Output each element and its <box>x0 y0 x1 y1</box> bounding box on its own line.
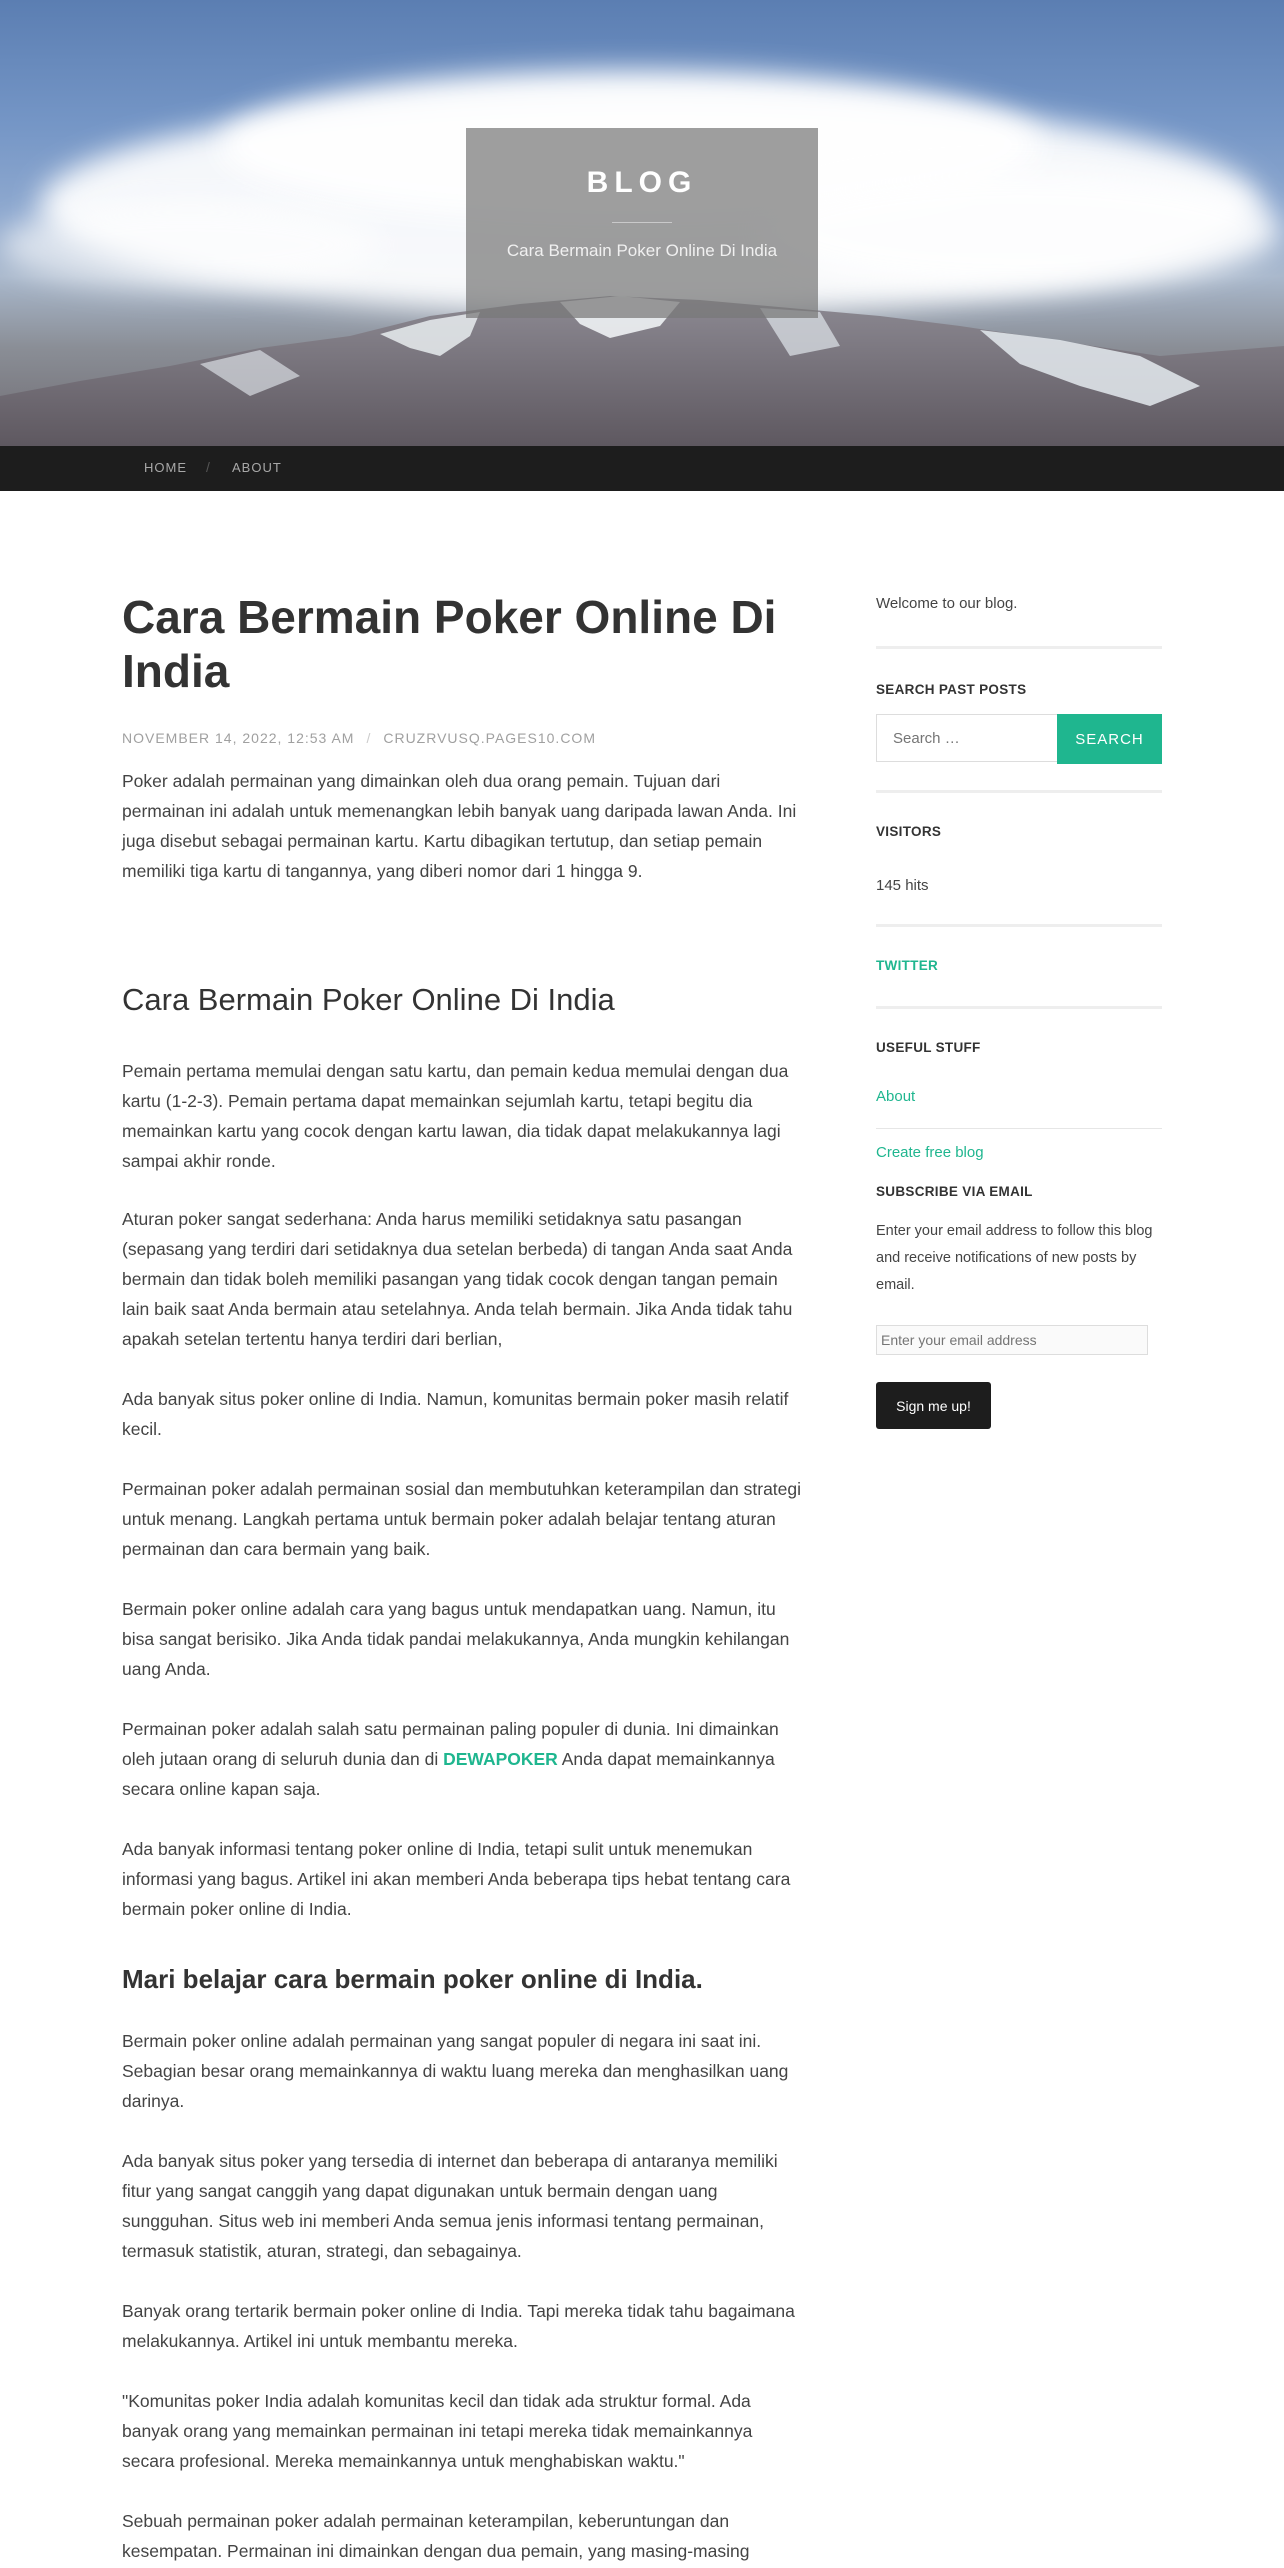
email-input[interactable] <box>876 1325 1148 1355</box>
title-divider <box>612 222 672 223</box>
nav-item-home[interactable]: HOME <box>144 460 187 475</box>
useful-link-create-blog[interactable]: Create free blog <box>876 1144 984 1161</box>
widget-divider <box>876 1006 1162 1009</box>
post-paragraph: Aturan poker sangat sederhana: Anda harus memiliki setidaknya satu pasangan (sepasang yang terdiri dari setidaknya dua setelan berbeda) di tangan Anda saat Anda bermain dan tidak boleh memiliki pasangan yang tidak cocok dengan tangan pemain lain baik saat Anda bermain atau setelahnya. Anda telah bermain. Jika Anda tidak tahu apakah setelan tertentu hanya terdiri dari berlian, <box>122 1209 793 1349</box>
post-author-link[interactable]: CRUZRVUSQ.PAGES10.COM <box>383 730 596 746</box>
search-input[interactable] <box>876 714 1058 762</box>
subscribe-widget-title: SUBSCRIBE VIA EMAIL <box>876 1184 1033 1199</box>
post-paragraph: Poker adalah permainan yang dimainkan oleh dua orang pemain. Tujuan dari permainan ini adalah untuk memenangkan lebih banyak uang daripada lawan Anda. Ini juga disebut sebagai permainan kartu. Kartu dibagikan tertutup, dan setiap pemain memiliki tiga kartu di tangannya, yang diberi nomor dari 1 hingga 9. <box>122 771 797 881</box>
dewapoker-link[interactable]: DEWAPOKER <box>443 1749 558 1769</box>
header-cloud <box>760 170 1280 290</box>
post-title: Cara Bermain Poker Online Di India <box>122 591 777 697</box>
useful-widget-title: USEFUL STUFF <box>876 1040 981 1055</box>
post-paragraph: Banyak orang tertarik bermain poker online di India. Tapi mereka tidak tahu bagaimana melakukannya. Artikel ini untuk membantu mereka. <box>122 2301 795 2351</box>
site-header <box>0 0 1284 446</box>
post-paragraph: Pemain pertama memulai dengan satu kartu, dan pemain kedua memulai dengan dua kartu (1-2-3). Pemain pertama dapat memainkan sejumlah kartu, tetapi begitu dia memainkan kartu yang cocok dengan kartu lawan, dia tidak dapat melakukannya lagi sampai akhir ronde. <box>122 1061 789 1171</box>
blog-title-link[interactable]: BLOG <box>586 166 698 199</box>
header-cloud <box>0 200 380 290</box>
search-form <box>876 714 1162 764</box>
search-widget-title: SEARCH PAST POSTS <box>876 682 1027 697</box>
widget-divider <box>876 790 1162 793</box>
section-heading: Mari belajar cara bermain poker online di India. <box>122 1964 703 1994</box>
link-divider <box>876 1128 1162 1129</box>
blog-description: Cara Bermain Poker Online Di India <box>506 241 778 260</box>
post-paragraph: Ada banyak situs poker online di India. Namun, komunitas bermain poker masih relatif kecil. <box>122 1389 789 1439</box>
paragraph-text: Anda dapat memainkannya secara online kapan saja. <box>122 1749 775 1799</box>
sign-up-button[interactable]: Sign me up! <box>876 1382 991 1429</box>
post-paragraph: Ada banyak situs poker yang tersedia di internet dan beberapa di antaranya memiliki fitur yang sangat canggih yang dapat digunakan untuk bermain dengan uang sungguhan. Situs web ini memberi Anda semua jenis informasi tentang permainan, termasuk statistik, aturan, strategi, dan sebagainya. <box>122 2151 778 2261</box>
welcome-text: Welcome to our blog. <box>876 595 1018 612</box>
site-title-box <box>466 128 818 318</box>
useful-link-about[interactable]: About <box>876 1088 916 1105</box>
subscribe-text: Enter your email address to follow this blog and receive notifications of new posts by email. <box>876 1223 1153 1293</box>
post-paragraph: Sebuah permainan poker adalah permainan keterampilan, keberuntungan dan kesempatan. Permainan ini dimainkan dengan dua pemain, yang masing-masing <box>122 2511 750 2561</box>
widget-divider <box>876 646 1162 649</box>
visitors-widget-title: VISITORS <box>876 824 942 839</box>
visitors-count: 145 hits <box>876 877 929 894</box>
post-paragraph: Permainan poker adalah permainan sosial dan membutuhkan keterampilan dan strategi untuk menang. Langkah pertama untuk bermain poker adalah belajar tentang aturan permainan dan cara bermain yang baik. <box>122 1479 802 1559</box>
post-paragraph <box>122 1714 802 1804</box>
meta-separator: / <box>366 730 372 746</box>
post-paragraph: Bermain poker online adalah cara yang bagus untuk mendapatkan uang. Namun, itu bisa sangat berisiko. Jika Anda tidak pandai melakukannya, Anda mungkin kehilangan uang Anda. <box>122 1599 790 1679</box>
post-meta <box>122 730 596 746</box>
paragraph-text: Permainan poker adalah salah satu permainan paling populer di dunia. Ini dimainkan oleh jutaan orang di seluruh dunia dan di <box>122 1719 779 1769</box>
post-paragraph: Ada banyak informasi tentang poker online di India, tetapi sulit untuk menemukan informasi yang bagus. Artikel ini akan memberi Anda beberapa tips hebat tentang cara bermain poker online di India. <box>122 1839 791 1919</box>
main-navigation <box>0 446 1284 491</box>
post-paragraph: "Komunitas poker India adalah komunitas kecil dan tidak ada struktur formal. Ada banyak orang yang memainkan permainan ini tetapi mereka tidak memainkannya secara profesional. Mereka memainkannya untuk menghabiskan waktu." <box>122 2391 753 2471</box>
post-paragraph: Bermain poker online adalah permainan yang sangat populer di negara ini saat ini. Sebagian besar orang memainkannya di waktu luang mereka dan menghasilkan uang darinya. <box>122 2031 789 2111</box>
widget-divider <box>876 924 1162 927</box>
search-button[interactable]: SEARCH <box>1057 714 1162 764</box>
post-date-link[interactable]: NOVEMBER 14, 2022, 12:53 AM <box>122 730 355 746</box>
nav-separator: / <box>206 459 210 475</box>
nav-item-about[interactable]: ABOUT <box>232 460 282 475</box>
twitter-link[interactable]: TWITTER <box>876 958 939 973</box>
section-heading: Cara Bermain Poker Online Di India <box>122 982 615 1017</box>
